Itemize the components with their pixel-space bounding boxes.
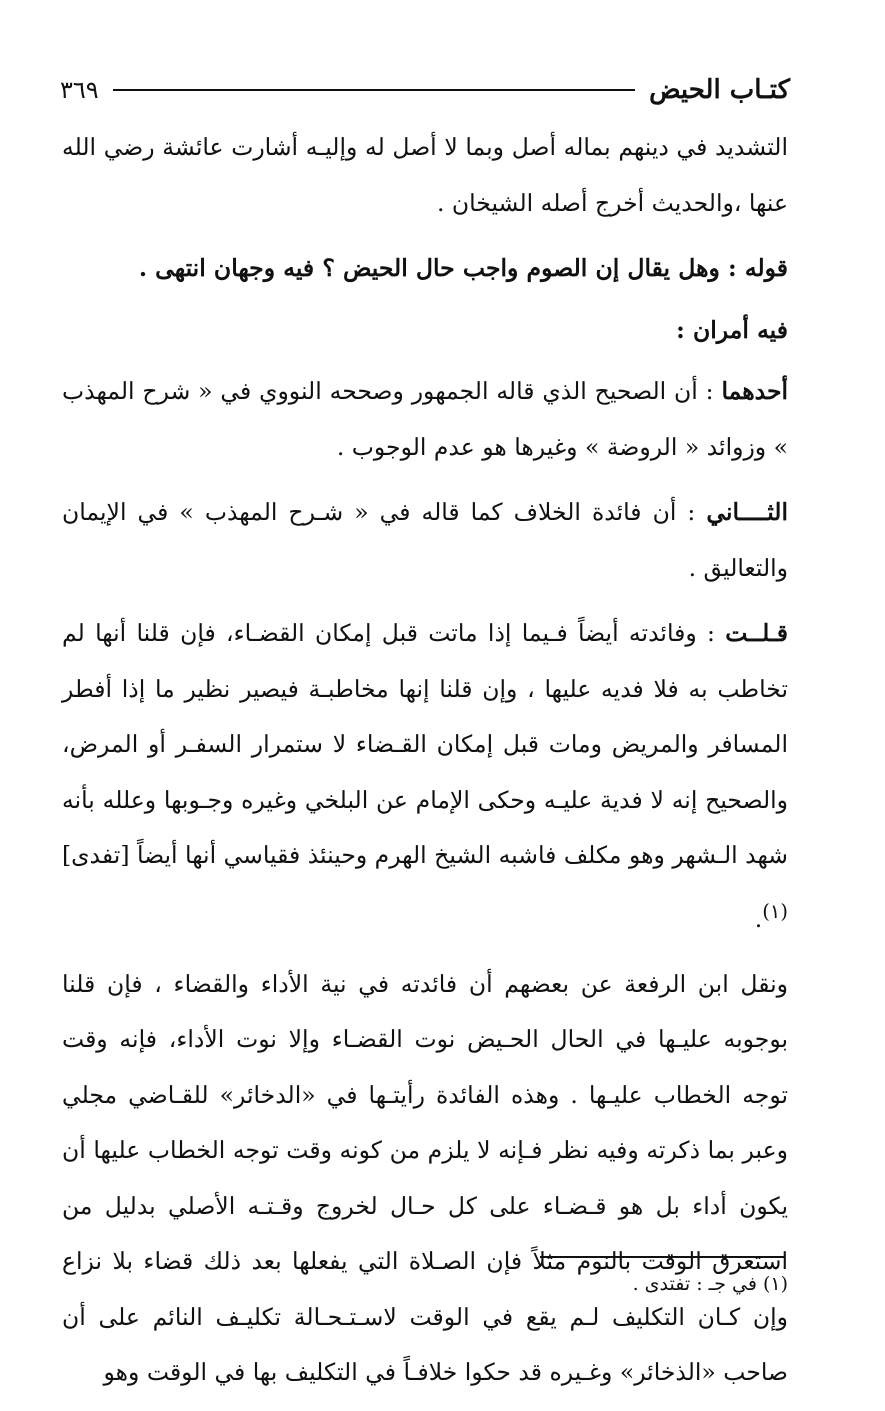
paragraph-5 [62, 485, 788, 596]
paragraph-7: ونقل ابن الرفعة عن بعضهم أن فائدته في نية الأداء والقضاء ، فإن قلنا بوجوبه عليـها في الحال الحـيض نوت القضـاء وإلا نوت الأداء، فإنه وقت توجه الخطاب عليـها . وهذه الفائدة رأيتـها في «الدخائر» للقـاضي مجلي وعبر بما ذكرته وفيه نظر فـإنه لا يلزم من كونه وقت توجه الخطاب عليها أن يكون أداء بل هو قـضـاء على كل حـال لخروج وقـتـه الأصلي بدليل من استغرق الوقت بالنوم مثلاً فإن الصـلاة التي يفعلها بعد ذلك قضاء بلا نزاع وإن كـان التكليف لـم يقع في الوقت لاسـتـحـالة تكليـف النائم على أن صاحب «الذخائر» وغـيره قد حكوا خلافـاً في التكليف بها في الوقت وهو [62, 969, 788, 1387]
paragraph-4-text: : أن الصحيح الذي قاله الجمهور وصححه النووي في « شرح المهذب » وزوائد « الروضة » وغيرها هو عدم الوجوب . [62, 377, 788, 461]
footnote-rule [540, 1256, 785, 1258]
paragraph-4 [62, 364, 788, 475]
paragraph-2-quote: قوله : وهل يقال إن الصوم واجب حال الحيض ؟ فيه وجهان انتهى . [138, 254, 788, 282]
paragraph-6-end: . [754, 904, 763, 933]
footnote: (١) في جـ : تفتدى . [632, 1273, 788, 1295]
paragraph-6-lead: قـلــت [725, 619, 788, 647]
page-header [60, 70, 790, 110]
footnote-reference: (١) [762, 899, 788, 923]
paragraph-1: التشديد في دينهم بماله أصل وبما لا أصل له وإليـه أشارت عائشة رضي الله عنها ،والحديث أخرج أصله الشيخان . [62, 133, 788, 217]
paragraph-6 [62, 606, 788, 947]
page-number: ٣٦٩ [60, 76, 99, 104]
main-text [62, 120, 788, 1411]
paragraph-5-lead: الثــــاني [706, 498, 788, 526]
paragraph-4-lead: أحدهما [721, 377, 788, 405]
paragraph-3-heading: فيه أمران : [676, 315, 788, 344]
paragraph-5-text: : أن فائدة الخلاف كما قاله في « شـرح المهذب » في الإيمان والتعاليق . [62, 498, 788, 582]
header-rule [113, 89, 635, 91]
paragraph-6-text: : وفائدته أيضاً فـيما إذا ماتت قبل إمكان القضـاء، فإن قلنا أنها لم تخاطب به فلا فديه عليها ، وإن قلنا إنها مخاطبـة فيصير نظير ما إذا أفطر المسافر والمريض ومات قبل إمكان القـضاء لا ستمرار السفـر أو المرض، والصحيح إنه لا فدية عليـه وحكى الإمام عن البلخي وغيره وجـوبها وعلله بأنه شهد الـشهر وهو مكلف فاشبه الشيخ الهرم وحينئذ فقياسي أنها أيضاً [تفدى] [62, 619, 788, 869]
running-title: كتـاب الحيض [649, 75, 790, 105]
